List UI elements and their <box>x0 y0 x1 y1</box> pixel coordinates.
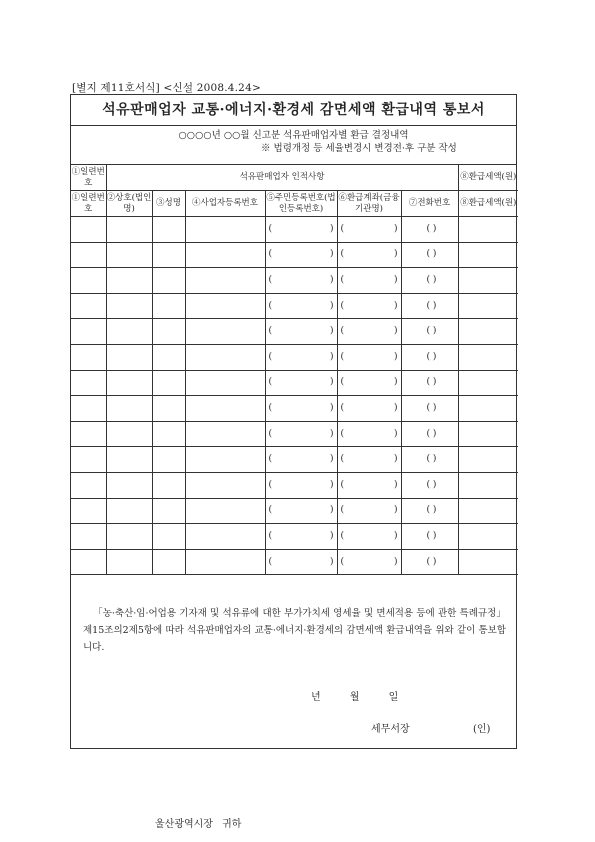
cell-resident-no[interactable] <box>265 268 337 294</box>
cell-refund-account[interactable] <box>337 549 401 575</box>
col-name: ③성명 <box>152 191 185 217</box>
cell-resident-no[interactable] <box>265 498 337 524</box>
cell-phone[interactable] <box>401 396 458 422</box>
paren-close: ) <box>393 249 398 260</box>
paren-close: ) <box>329 402 334 413</box>
cell-business-no[interactable] <box>185 524 265 550</box>
subtitle-band <box>71 126 516 165</box>
cell-serial[interactable] <box>71 217 106 242</box>
cell-resident-no[interactable] <box>265 370 337 396</box>
cell-resident-no[interactable] <box>265 524 337 550</box>
date-line: 년 월 일 <box>311 692 399 703</box>
cell-refund-amount[interactable] <box>458 242 518 268</box>
cell-name[interactable] <box>152 421 185 447</box>
cell-refund-account[interactable] <box>337 472 401 498</box>
cell-resident-no[interactable] <box>265 421 337 447</box>
header-row-1 <box>71 165 518 191</box>
paren-close: ) <box>393 377 398 388</box>
paren-pair: ( ) <box>426 505 437 516</box>
paren-open: ( <box>268 479 273 490</box>
paren-open: ( <box>340 326 345 337</box>
paren-open: ( <box>340 479 345 490</box>
paren-close: ) <box>329 479 334 490</box>
paren-close: ) <box>329 274 334 285</box>
paren-close: ) <box>329 223 334 234</box>
cell-business-no[interactable] <box>185 293 265 319</box>
paren-open: ( <box>268 505 273 516</box>
paren-pair: ( ) <box>426 530 437 541</box>
paren-pair: ( ) <box>426 300 437 311</box>
paren-pair: ( ) <box>426 402 437 413</box>
cell-name[interactable] <box>152 396 185 422</box>
header-serial: ①일련번호 <box>71 165 106 191</box>
cell-name[interactable] <box>152 549 185 575</box>
cell-resident-no[interactable] <box>265 293 337 319</box>
paren-open: ( <box>268 556 273 567</box>
paren-close: ) <box>393 274 398 285</box>
paren-open: ( <box>340 556 345 567</box>
table-row <box>71 396 518 422</box>
cell-refund-amount[interactable] <box>458 319 518 345</box>
cell-business-no[interactable] <box>185 344 265 370</box>
paren-open: ( <box>340 530 345 541</box>
paren-pair: ( ) <box>426 249 437 260</box>
cell-resident-no[interactable] <box>265 396 337 422</box>
signer: 세무서장 <box>371 724 410 735</box>
paren-close: ) <box>329 300 334 311</box>
table-row <box>71 268 518 294</box>
paren-close: ) <box>393 505 398 516</box>
notice-form <box>70 94 517 830</box>
cell-refund-account[interactable] <box>337 447 401 473</box>
header-row-2 <box>71 191 518 217</box>
cell-company[interactable] <box>106 370 152 396</box>
paren-pair: ( ) <box>426 377 437 388</box>
paren-pair: ( ) <box>426 351 437 362</box>
cell-refund-amount[interactable] <box>458 472 518 498</box>
table-row <box>71 472 518 498</box>
cell-refund-amount[interactable] <box>458 344 518 370</box>
cell-resident-no[interactable] <box>265 242 337 268</box>
cell-phone[interactable] <box>401 421 458 447</box>
paren-close: ) <box>329 428 334 439</box>
cell-company[interactable] <box>106 217 152 242</box>
paren-close: ) <box>329 454 334 465</box>
cell-refund-amount[interactable] <box>458 268 518 294</box>
paren-open: ( <box>268 530 273 541</box>
cell-serial[interactable] <box>71 524 106 550</box>
cell-refund-amount[interactable] <box>458 447 518 473</box>
cell-refund-account[interactable] <box>337 242 401 268</box>
paren-pair: ( ) <box>426 326 437 337</box>
paren-close: ) <box>393 351 398 362</box>
paren-open: ( <box>340 402 345 413</box>
paren-close: ) <box>393 402 398 413</box>
cell-company[interactable] <box>106 293 152 319</box>
col-refund-account: ⑥환급계좌(금융기관명) <box>337 191 401 217</box>
form-number: [별지 제11호서식] <신설 2008.4.24> <box>72 82 261 94</box>
cell-company[interactable] <box>106 447 152 473</box>
refund-table-body <box>71 217 518 575</box>
col-company: ②상호(법인명) <box>106 191 152 217</box>
cell-business-no[interactable] <box>185 217 265 242</box>
cell-phone[interactable] <box>401 344 458 370</box>
cell-business-no[interactable] <box>185 498 265 524</box>
paren-open: ( <box>340 505 345 516</box>
cell-phone[interactable] <box>401 447 458 473</box>
paren-close: ) <box>393 530 398 541</box>
paren-close: ) <box>329 556 334 567</box>
cell-business-no[interactable] <box>185 319 265 345</box>
col-phone: ⑦전화번호 <box>401 191 458 217</box>
cell-name[interactable] <box>152 268 185 294</box>
form-title: 석유판매업자 교통·에너지·환경세 감면세액 환급내역 통보서 <box>71 95 516 126</box>
paren-open: ( <box>340 249 345 260</box>
cell-phone[interactable] <box>401 242 458 268</box>
cell-phone[interactable] <box>401 472 458 498</box>
cell-serial[interactable] <box>71 447 106 473</box>
paren-close: ) <box>329 351 334 362</box>
paren-open: ( <box>268 326 273 337</box>
paren-open: ( <box>340 377 345 388</box>
paren-open: ( <box>268 402 273 413</box>
cell-company[interactable] <box>106 396 152 422</box>
cell-phone[interactable] <box>401 524 458 550</box>
cell-serial[interactable] <box>71 421 106 447</box>
cell-serial[interactable] <box>71 396 106 422</box>
paren-pair: ( ) <box>426 274 437 285</box>
cell-serial[interactable] <box>71 268 106 294</box>
cell-name[interactable] <box>152 472 185 498</box>
paren-open: ( <box>268 454 273 465</box>
paren-close: ) <box>393 556 398 567</box>
paren-open: ( <box>268 223 273 234</box>
table-row <box>71 370 518 396</box>
cell-business-no[interactable] <box>185 242 265 268</box>
cell-name[interactable] <box>152 447 185 473</box>
cell-company[interactable] <box>106 421 152 447</box>
cell-company[interactable] <box>106 268 152 294</box>
cell-serial[interactable] <box>71 293 106 319</box>
cell-business-no[interactable] <box>185 396 265 422</box>
cell-refund-account[interactable] <box>337 319 401 345</box>
paren-open: ( <box>268 428 273 439</box>
subtitle-line2: ※ 법령개정 등 세율변경시 변경전·후 구분 작성 <box>261 143 457 154</box>
notice-text: 「농·축산·임·어업용 기자재 및 석유류에 대한 부가가치세 영세율 및 면세적용 등에 관한 특례규정」 제15조의2제5항에 따라 석유판매업자의 교통·에너지·환경세의 감면세액 환급내역을 위와 같이 통보합니다. <box>83 608 506 653</box>
table-row <box>71 524 518 550</box>
paren-close: ) <box>329 249 334 260</box>
addressee: 울산광역시장 귀하 <box>155 819 242 830</box>
cell-refund-account[interactable] <box>337 370 401 396</box>
paren-close: ) <box>393 223 398 234</box>
cell-company[interactable] <box>106 242 152 268</box>
paren-open: ( <box>340 351 345 362</box>
paren-open: ( <box>268 249 273 260</box>
cell-company[interactable] <box>106 472 152 498</box>
paren-open: ( <box>268 377 273 388</box>
paren-open: ( <box>340 223 345 234</box>
paren-close: ) <box>329 326 334 337</box>
seal-mark: (인) <box>473 724 491 735</box>
cell-business-no[interactable] <box>185 370 265 396</box>
cell-refund-amount[interactable] <box>458 498 518 524</box>
cell-phone[interactable] <box>401 268 458 294</box>
cell-refund-amount[interactable] <box>458 396 518 422</box>
cell-serial[interactable] <box>71 370 106 396</box>
table-row <box>71 549 518 575</box>
table-row <box>71 217 518 242</box>
cell-name[interactable] <box>152 344 185 370</box>
cell-refund-amount[interactable] <box>458 524 518 550</box>
paren-open: ( <box>340 454 345 465</box>
cell-refund-account[interactable] <box>337 524 401 550</box>
table-row <box>71 421 518 447</box>
cell-refund-account[interactable] <box>337 421 401 447</box>
cell-resident-no[interactable] <box>265 344 337 370</box>
table-row <box>71 447 518 473</box>
paren-close: ) <box>393 428 398 439</box>
cell-business-no[interactable] <box>185 268 265 294</box>
cell-name[interactable] <box>152 319 185 345</box>
cell-phone[interactable] <box>401 293 458 319</box>
paren-pair: ( ) <box>426 556 437 567</box>
paren-open: ( <box>268 274 273 285</box>
paren-close: ) <box>329 505 334 516</box>
cell-serial[interactable] <box>71 242 106 268</box>
cell-refund-amount[interactable] <box>458 549 518 575</box>
cell-name[interactable] <box>152 524 185 550</box>
paren-close: ) <box>393 326 398 337</box>
cell-business-no[interactable] <box>185 421 265 447</box>
subtitle-line1: ○○○○년 ○○월 신고분 석유판매업자별 환급 결정내역 <box>178 130 409 141</box>
cell-name[interactable] <box>152 498 185 524</box>
cell-company[interactable] <box>106 524 152 550</box>
paren-pair: ( ) <box>426 428 437 439</box>
cell-refund-amount[interactable] <box>458 421 518 447</box>
cell-refund-amount[interactable] <box>458 370 518 396</box>
paren-open: ( <box>340 428 345 439</box>
paren-close: ) <box>393 454 398 465</box>
cell-company[interactable] <box>106 549 152 575</box>
cell-name[interactable] <box>152 370 185 396</box>
cell-serial[interactable] <box>71 498 106 524</box>
table-row <box>71 242 518 268</box>
cell-name[interactable] <box>152 217 185 242</box>
table-row <box>71 498 518 524</box>
col-resident-no: ⑤주민등록번호(법인등록번호) <box>265 191 337 217</box>
paren-pair: ( ) <box>426 223 437 234</box>
cell-phone[interactable] <box>401 319 458 345</box>
cell-resident-no[interactable] <box>265 319 337 345</box>
notice-paragraph <box>83 605 506 656</box>
col-refund-amount: ⑧환급세액(원) <box>458 191 518 217</box>
cell-refund-amount[interactable] <box>458 217 518 242</box>
cell-phone[interactable] <box>401 370 458 396</box>
cell-business-no[interactable] <box>185 549 265 575</box>
cell-refund-account[interactable] <box>337 217 401 242</box>
cell-refund-account[interactable] <box>337 293 401 319</box>
paren-open: ( <box>268 351 273 362</box>
paren-pair: ( ) <box>426 454 437 465</box>
cell-refund-account[interactable] <box>337 268 401 294</box>
cell-company[interactable] <box>106 498 152 524</box>
paren-close: ) <box>393 300 398 311</box>
table-row <box>71 293 518 319</box>
cell-business-no[interactable] <box>185 447 265 473</box>
paren-close: ) <box>393 479 398 490</box>
paren-close: ) <box>329 377 334 388</box>
cell-refund-account[interactable] <box>337 498 401 524</box>
cell-resident-no[interactable] <box>265 217 337 242</box>
cell-company[interactable] <box>106 344 152 370</box>
cell-name[interactable] <box>152 293 185 319</box>
col-business-no: ④사업자등록번호 <box>185 191 265 217</box>
cell-phone[interactable] <box>401 549 458 575</box>
refund-table <box>71 165 518 217</box>
table-row <box>71 319 518 345</box>
cell-company[interactable] <box>106 319 152 345</box>
cell-serial[interactable] <box>71 344 106 370</box>
paren-open: ( <box>340 300 345 311</box>
cell-resident-no[interactable] <box>265 549 337 575</box>
paren-open: ( <box>340 274 345 285</box>
cell-resident-no[interactable] <box>265 447 337 473</box>
cell-refund-account[interactable] <box>337 344 401 370</box>
cell-business-no[interactable] <box>185 472 265 498</box>
cell-serial[interactable] <box>71 472 106 498</box>
paren-pair: ( ) <box>426 479 437 490</box>
header-refund-amount: ⑧환급세액(원) <box>458 165 518 191</box>
cell-resident-no[interactable] <box>265 472 337 498</box>
cell-phone[interactable] <box>401 498 458 524</box>
paren-close: ) <box>329 530 334 541</box>
cell-refund-account[interactable] <box>337 396 401 422</box>
table-row <box>71 344 518 370</box>
cell-refund-amount[interactable] <box>458 293 518 319</box>
cell-serial[interactable] <box>71 319 106 345</box>
paren-open: ( <box>268 300 273 311</box>
header-seller-info: 석유판매업자 인적사항 <box>106 165 458 191</box>
cell-name[interactable] <box>152 242 185 268</box>
col-serial: ①일련번호 <box>71 191 106 217</box>
cell-phone[interactable] <box>401 217 458 242</box>
cell-serial[interactable] <box>71 549 106 575</box>
